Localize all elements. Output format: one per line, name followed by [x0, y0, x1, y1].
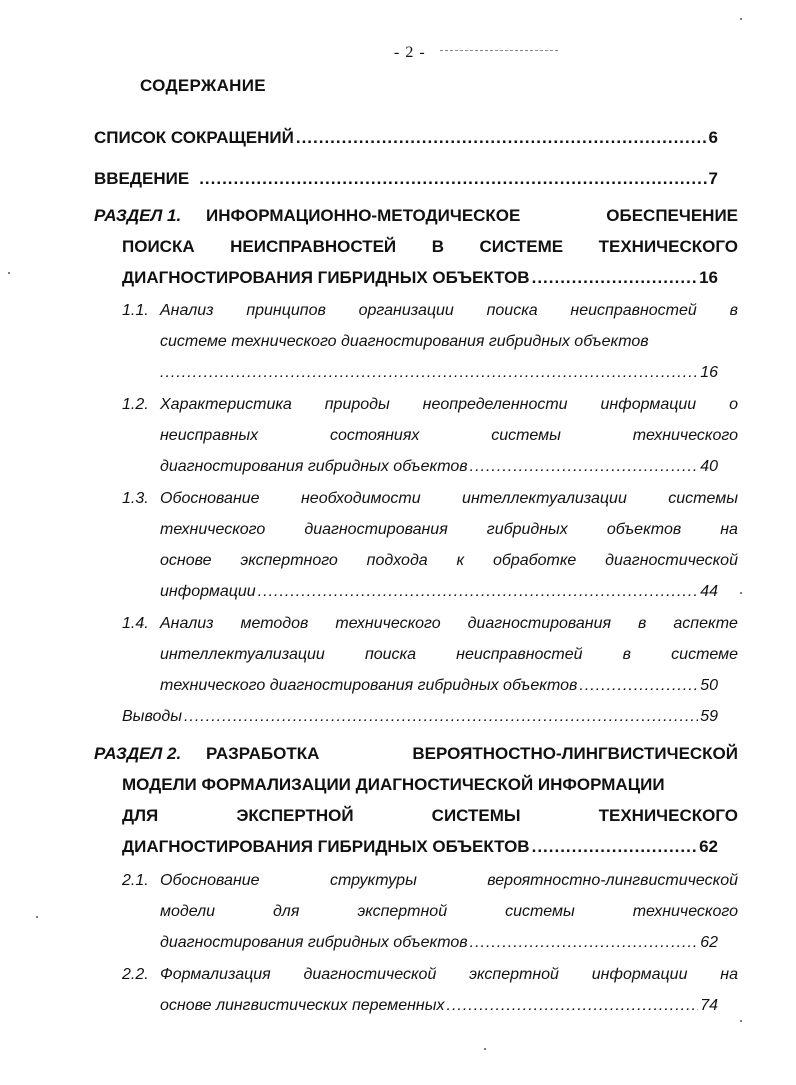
- toc-page: 62: [699, 837, 718, 856]
- word: организации: [358, 302, 454, 319]
- word: информации: [591, 966, 688, 983]
- word: РАЗРАБОТКА: [206, 744, 320, 763]
- word: НЕИСПРАВНОСТЕЙ: [230, 237, 397, 256]
- toc-page: 7: [708, 169, 718, 188]
- toc-page: 50: [700, 677, 718, 694]
- word: технического: [632, 903, 738, 920]
- word: системы: [505, 903, 575, 920]
- s2_2-line1[interactable]: [160, 966, 738, 984]
- word: на: [720, 966, 738, 983]
- scan-speck: [36, 916, 38, 918]
- word: о: [729, 396, 738, 413]
- toc-label: ДИАГНОСТИРОВАНИЯ ГИБРИДНЫХ ОБЪЕКТОВ: [122, 268, 530, 287]
- toc-page: 16: [700, 364, 718, 381]
- s2_2-line2[interactable]: [160, 997, 718, 1015]
- subsection-number: 1.3.: [122, 490, 149, 507]
- word: природы: [324, 396, 390, 413]
- section1-line1[interactable]: [206, 206, 738, 226]
- section-prefix: РАЗДЕЛ 1.: [94, 206, 182, 225]
- word: ТЕХНИЧЕСКОГО: [598, 237, 738, 256]
- word: неисправных: [160, 427, 259, 444]
- scan-artifact: [440, 50, 558, 51]
- word: диагностирования: [304, 521, 448, 538]
- word: поиска: [364, 646, 416, 663]
- word: системы: [668, 490, 738, 507]
- word: ДЛЯ: [122, 806, 159, 825]
- dot-leader: [199, 169, 706, 189]
- word: диагностирования: [467, 615, 612, 632]
- section2-line4[interactable]: [122, 837, 718, 857]
- word: ТЕХНИЧЕСКОГО: [598, 806, 738, 825]
- subsection-number: 2.2.: [122, 966, 149, 983]
- dot-leader: [470, 458, 699, 476]
- toc-entry-intro[interactable]: [94, 169, 718, 189]
- word: диагностической: [303, 966, 437, 983]
- word: технического: [160, 521, 266, 538]
- word: информации: [600, 396, 697, 413]
- subsection-number: 1.2.: [122, 396, 149, 413]
- word: диагностической: [605, 552, 738, 569]
- s1_4-line3[interactable]: [160, 677, 718, 695]
- section1-line2[interactable]: [122, 237, 738, 257]
- dot-leader: [579, 677, 698, 695]
- dot-leader: [184, 708, 698, 726]
- word: Анализ: [160, 302, 214, 319]
- section2-line3[interactable]: [122, 806, 738, 826]
- word: Обоснование: [160, 490, 260, 507]
- word: обработке: [492, 552, 577, 569]
- s2_1-line1[interactable]: [160, 872, 738, 890]
- word: системе: [671, 646, 738, 663]
- scan-speck: [8, 272, 10, 274]
- word: ЭКСПЕРТНОЙ: [236, 806, 354, 825]
- s1_3-line3[interactable]: [160, 552, 738, 570]
- toc-entry-conclusions[interactable]: [122, 708, 718, 726]
- dot-leader: [532, 268, 697, 288]
- toc-page: 6: [708, 128, 718, 147]
- toc-label: Выводы: [122, 708, 182, 725]
- s2_1-line2[interactable]: [160, 903, 738, 921]
- word: в: [638, 615, 647, 632]
- word: экспертной: [469, 966, 559, 983]
- word: необходимости: [300, 490, 421, 507]
- word: Обоснование: [160, 872, 260, 889]
- toc-page: 74: [700, 997, 718, 1014]
- word: ПОИСКА: [122, 237, 195, 256]
- dot-leader: [532, 837, 697, 857]
- word: В: [431, 237, 444, 256]
- word: ВЕРОЯТНОСТНО-ЛИНГВИСТИЧЕСКОЙ: [412, 744, 738, 763]
- word: гибридных: [486, 521, 568, 538]
- s1_2-line3[interactable]: [160, 458, 718, 476]
- word: неисправностей: [570, 302, 697, 319]
- dot-leader: [258, 583, 699, 601]
- toc-page: 62: [700, 934, 718, 951]
- word: технического: [335, 615, 441, 632]
- word: структуры: [329, 872, 417, 889]
- word: системы: [491, 427, 561, 444]
- toc-label: ДИАГНОСТИРОВАНИЯ ГИБРИДНЫХ ОБЪЕКТОВ: [122, 837, 530, 856]
- word: подхода: [366, 552, 428, 569]
- word: состояниях: [329, 427, 420, 444]
- page-title: СОДЕРЖАНИЕ: [140, 76, 266, 95]
- scan-speck: [740, 592, 742, 594]
- s1_3-line2[interactable]: [160, 521, 738, 539]
- s2_1-line3[interactable]: [160, 934, 718, 952]
- dot-leader: [160, 364, 698, 382]
- toc-label: СПИСОК СОКРАЩЕНИЙ: [94, 128, 294, 147]
- word: Характеристика: [160, 396, 292, 413]
- word: технического: [632, 427, 738, 444]
- page-number: - 2 -: [394, 44, 426, 61]
- toc-page: 16: [699, 268, 718, 287]
- s1_3-line1[interactable]: [160, 490, 738, 508]
- toc-page: 40: [700, 458, 718, 475]
- word: Формализация: [160, 966, 271, 983]
- word: экспертного: [240, 552, 338, 569]
- dot-leader: [296, 128, 707, 148]
- word: модели: [160, 903, 215, 920]
- dot-leader: [447, 997, 699, 1015]
- toc-page: 59: [700, 708, 718, 725]
- word: экспертной: [357, 903, 448, 920]
- word: СИСТЕМЕ: [479, 237, 564, 256]
- toc-label: информации: [160, 583, 256, 600]
- word: СИСТЕМЫ: [431, 806, 521, 825]
- dot-leader: [470, 934, 699, 952]
- word: ОБЕСПЕЧЕНИЕ: [606, 206, 738, 225]
- toc-label: технического диагностирования гибридных объектов: [160, 677, 578, 694]
- s1_4-line1[interactable]: [160, 615, 738, 633]
- s1_1-line1[interactable]: [160, 302, 738, 320]
- word: в: [622, 646, 632, 663]
- word: неисправностей: [456, 646, 583, 663]
- subsection-number: 1.4.: [122, 615, 149, 632]
- s1_2-line2[interactable]: [160, 427, 738, 445]
- toc-entry-abbrev[interactable]: [94, 128, 718, 148]
- toc-label: ВВЕДЕНИЕ: [94, 169, 190, 188]
- subsection-number: 1.1.: [122, 302, 149, 319]
- word: методов: [240, 615, 309, 632]
- s1_1-line3[interactable]: [160, 364, 718, 382]
- section-prefix: РАЗДЕЛ 2.: [94, 744, 182, 763]
- toc-label: диагностирования гибридных объектов: [160, 934, 468, 951]
- s1_1-line2: системе технического диагностирования гибридных объектов: [160, 333, 649, 350]
- toc-label: диагностирования гибридных объектов: [160, 458, 468, 475]
- scan-speck: [740, 1020, 742, 1022]
- s1_3-line4[interactable]: [160, 583, 718, 601]
- word: принципов: [246, 302, 326, 319]
- word: аспекте: [673, 615, 738, 632]
- s1_2-line1[interactable]: [160, 396, 738, 414]
- word: в: [729, 302, 738, 319]
- word: ИНФОРМАЦИОННО-МЕТОДИЧЕСКОЕ: [206, 206, 521, 225]
- word: неопределенности: [422, 396, 568, 413]
- word: к: [456, 552, 465, 569]
- word: объектов: [606, 521, 682, 538]
- word: Анализ: [160, 615, 214, 632]
- section2-line1[interactable]: [206, 744, 738, 764]
- word: поиска: [486, 302, 538, 319]
- subsection-number: 2.1.: [122, 872, 149, 889]
- word: интеллектуализации: [160, 646, 325, 663]
- scan-speck: [484, 1048, 486, 1050]
- section2-line2: МОДЕЛИ ФОРМАЛИЗАЦИИ ДИАГНОСТИЧЕСКОЙ ИНФОРМАЦИИ: [122, 775, 665, 794]
- word: основе: [160, 552, 212, 569]
- word: на: [720, 521, 738, 538]
- scan-speck: [740, 18, 742, 20]
- section1-line3[interactable]: [122, 268, 718, 288]
- toc-page: 44: [700, 583, 718, 600]
- word: для: [272, 903, 300, 920]
- word: интеллектуализации: [462, 490, 627, 507]
- s1_4-line2[interactable]: [160, 646, 738, 664]
- toc-label: основе лингвистических переменных: [160, 997, 445, 1014]
- word: вероятностно-лингвистической: [487, 872, 738, 889]
